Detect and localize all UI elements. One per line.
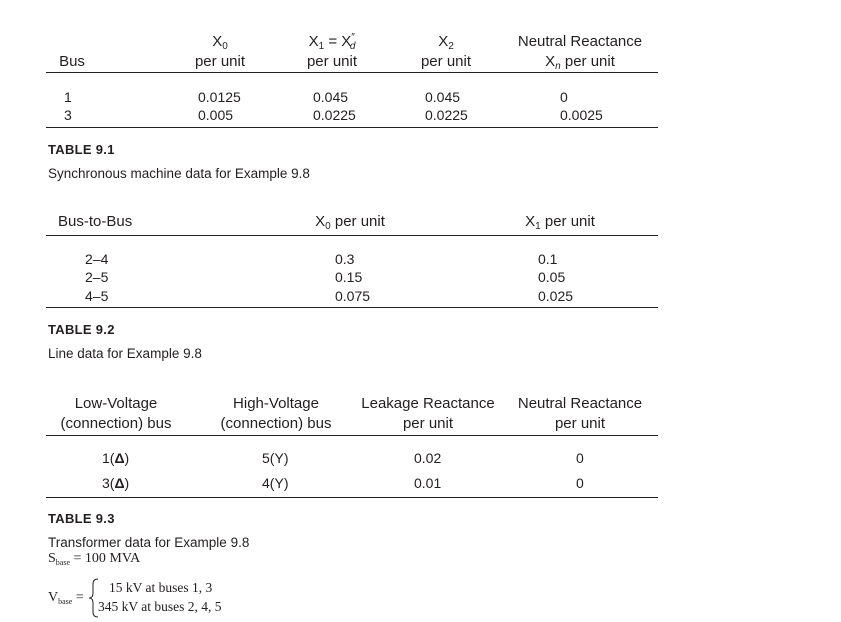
- neutral-reactance-line2: per unit: [554, 415, 606, 432]
- x0-subscript: 0: [325, 221, 331, 232]
- neutral-reactance-line1: Neutral Reactance: [517, 395, 643, 412]
- x2-symbol: X: [438, 33, 449, 50]
- col-header-x1: [280, 32, 384, 72]
- col-header-bus-to-bus: [58, 212, 132, 232]
- cell-neutral-reactance: 0: [576, 475, 584, 491]
- vbase-line-1: 15 kV at buses 1, 3: [109, 580, 213, 595]
- col-header-x2: [396, 32, 496, 72]
- high-voltage-line2: (connection) bus: [220, 415, 332, 432]
- col-header-leakage-reactance: [354, 394, 502, 434]
- cell-high-voltage-bus: 5(Y): [262, 450, 289, 466]
- col-header-bus-label: Bus: [59, 53, 85, 70]
- cell-x2: 0.0225: [425, 107, 468, 123]
- cell-leakage-reactance: 0.01: [414, 475, 442, 491]
- lv-bus-number: 3: [102, 475, 110, 491]
- x0-symbol: X: [315, 213, 326, 230]
- table-row: [560, 88, 568, 106]
- vbase-equals: =: [72, 590, 84, 605]
- col-header-neutral-reactance: [506, 394, 654, 434]
- cell-x1: 0.045: [313, 89, 349, 105]
- table-9-3-bottom-rule: [46, 497, 658, 498]
- cell-xn: 0: [560, 89, 568, 105]
- col-header-low-voltage: [46, 394, 186, 434]
- xn-unit: per unit: [560, 53, 615, 70]
- col-header-x0: [170, 32, 270, 72]
- cell-xn: 0.0025: [560, 107, 603, 123]
- col-header-x0-symbol: [170, 32, 270, 52]
- xn-subscript: n: [555, 61, 561, 72]
- col-header-bus: [46, 52, 98, 72]
- sbase-equation: [48, 551, 140, 567]
- low-voltage-line2: (connection) bus: [60, 415, 172, 432]
- col-header-x1: [510, 212, 610, 232]
- col-header-x0: [300, 212, 400, 232]
- sbase-subscript: base: [55, 558, 71, 567]
- wye-connection: Y: [274, 475, 284, 491]
- table-row: [560, 106, 603, 124]
- table-label: TABLE 9.2: [48, 322, 115, 337]
- cell-x0: 0.075: [335, 288, 371, 304]
- table-row: [198, 106, 233, 124]
- cell-x0: 0.005: [198, 107, 234, 123]
- bus-to-bus-label: Bus-to-Bus: [58, 213, 133, 230]
- neutral-reactance-title: Neutral Reactance: [517, 33, 643, 50]
- table-label: TABLE 9.3: [48, 511, 115, 526]
- x1-subscript: 1: [318, 41, 325, 52]
- col-header-x2-symbol: [396, 32, 496, 52]
- vbase-subscript: base: [58, 597, 73, 606]
- cell-x0: 0.15: [335, 269, 363, 285]
- x1-double-prime: ″: [351, 32, 355, 43]
- cell-leakage-reactance: 0.02: [414, 450, 442, 466]
- x0-subscript: 0: [222, 41, 228, 52]
- table-row: [64, 106, 72, 124]
- col-header-x1-symbol: [280, 32, 384, 52]
- x1-subscript: 1: [535, 221, 541, 232]
- low-voltage-line1: Low-Voltage: [74, 395, 158, 412]
- table-9-3-header-rule: [46, 435, 658, 436]
- col-header-high-voltage: [206, 394, 346, 434]
- table-row: [64, 88, 72, 106]
- cell-x1: 0.0225: [313, 107, 356, 123]
- table-9-1-header-rule: [46, 72, 658, 73]
- vbase-equation: [48, 590, 84, 606]
- col-header-x0-unit: per unit: [194, 53, 246, 70]
- leakage-reactance-line2: per unit: [402, 415, 454, 432]
- delta-connection: Δ: [114, 450, 125, 466]
- table-9-2-bottom-rule: [46, 307, 658, 308]
- table-row: [425, 106, 468, 124]
- table-row: [198, 88, 241, 106]
- table-9-1-bottom-rule: [46, 127, 658, 128]
- x0-unit: per unit: [330, 213, 385, 230]
- col-header-x2-unit: per unit: [420, 53, 472, 70]
- vbase-symbol: V: [48, 590, 59, 605]
- cell-bus-to-bus: 4–5: [85, 288, 109, 304]
- sbase-value: = 100 MVA: [70, 551, 141, 566]
- table-9-2-header-rule: [46, 235, 658, 236]
- x1-equals-xd: = X: [324, 33, 352, 50]
- cell-x0: 0.0125: [198, 89, 241, 105]
- vbase-line-2: 345 kV at buses 2, 4, 5: [98, 599, 222, 614]
- x0-symbol: X: [212, 33, 223, 50]
- neutral-reactance-unit: [500, 52, 660, 72]
- table-caption: Synchronous machine data for Example 9.8: [48, 166, 310, 181]
- table-row: [313, 88, 348, 106]
- cell-high-voltage-bus: 4(Y): [262, 475, 289, 491]
- x1-symbol: X: [308, 33, 319, 50]
- xn-symbol: X: [545, 53, 556, 70]
- cell-low-voltage-bus: 1(Δ): [102, 450, 130, 466]
- col-header-x1-unit: per unit: [306, 53, 358, 70]
- cell-x1: 0.05: [538, 269, 566, 285]
- cell-bus-to-bus: 2–4: [85, 251, 109, 267]
- cell-x2: 0.045: [425, 89, 461, 105]
- high-voltage-line1: High-Voltage: [233, 395, 319, 412]
- cell-x1: 0.025: [538, 288, 574, 304]
- cell-low-voltage-bus: 3(Δ): [102, 475, 130, 491]
- delta-connection: Δ: [114, 475, 125, 491]
- table-caption: Transformer data for Example 9.8: [48, 535, 250, 550]
- wye-connection: Y: [274, 450, 284, 466]
- x1-unit: per unit: [540, 213, 595, 230]
- table-row: [313, 106, 356, 124]
- sbase-symbol: S: [48, 551, 56, 566]
- cell-x0: 0.3: [335, 251, 355, 267]
- hv-bus-number: 5: [262, 450, 270, 466]
- cell-x1: 0.1: [538, 251, 558, 267]
- cell-bus-to-bus: 2–5: [85, 269, 109, 285]
- x2-subscript: 2: [448, 41, 454, 52]
- cell-bus: 1: [64, 89, 72, 105]
- x1-d-subscript: d: [349, 41, 356, 52]
- x1-symbol: X: [525, 213, 536, 230]
- table-caption: Line data for Example 9.8: [48, 346, 202, 361]
- leakage-reactance-line1: Leakage Reactance: [361, 395, 495, 412]
- table-row: [425, 88, 460, 106]
- col-header-neutral-reactance: [500, 32, 660, 72]
- hv-bus-number: 4: [262, 475, 270, 491]
- cell-bus: 3: [64, 107, 72, 123]
- lv-bus-number: 1: [102, 450, 110, 466]
- table-label: TABLE 9.1: [48, 142, 115, 157]
- cell-neutral-reactance: 0: [576, 450, 584, 466]
